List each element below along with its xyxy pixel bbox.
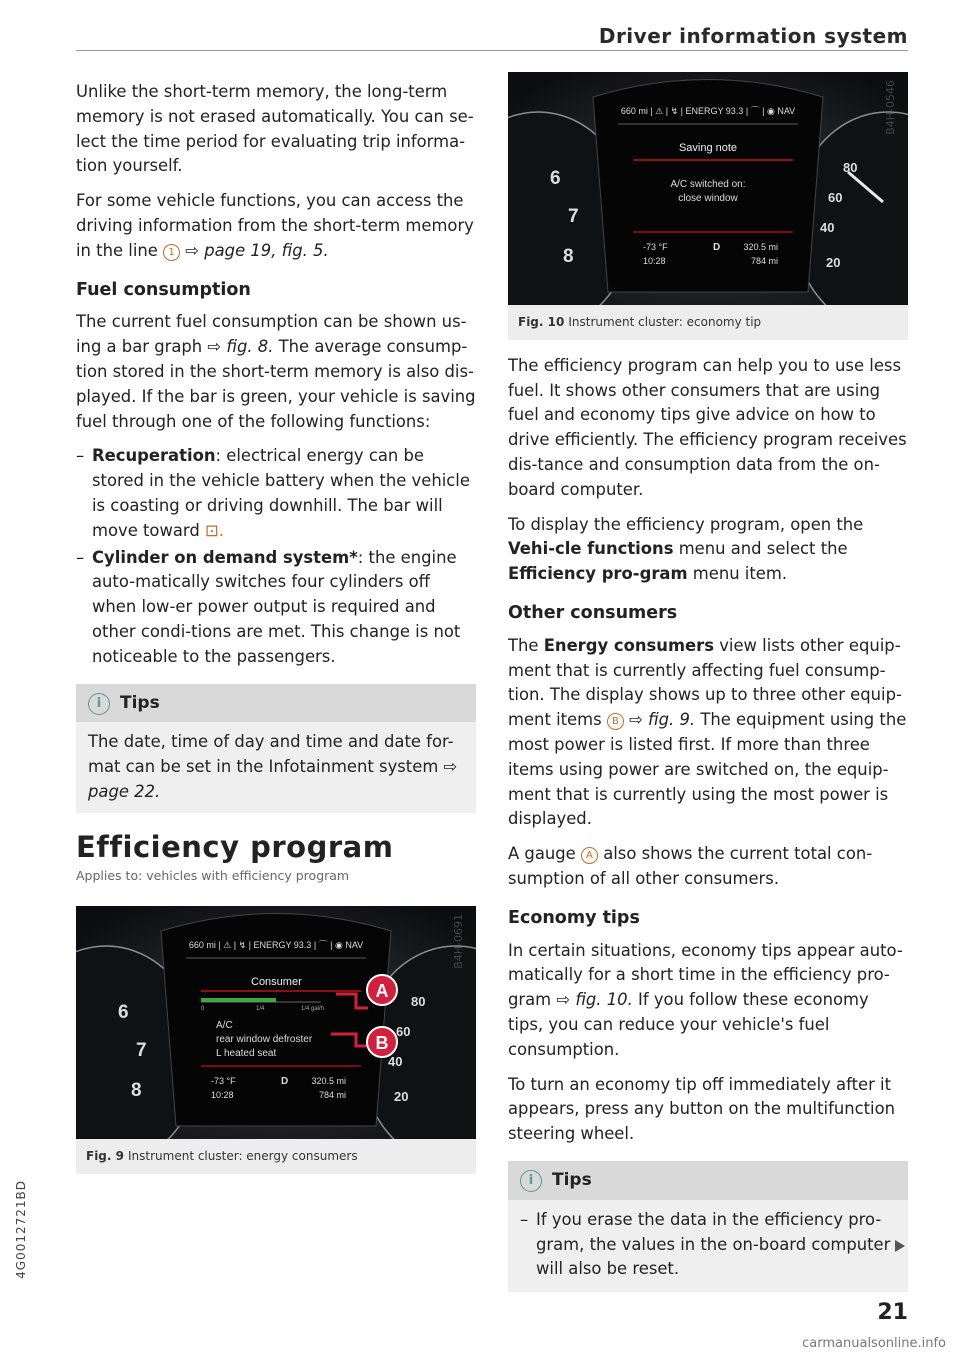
paragraph-other-consumers: The Energy consumers view lists other equip-ment that is currently affecting fuel consump-tion. The display shows up to three other equip-ment items B ⇨ fig. 9. The equipment using the most power is listed first. If more than three items using power are switched on, the equip-ment that is currently using the most power is displayed. bbox=[508, 635, 907, 829]
tips-box-erase-data bbox=[508, 1161, 908, 1292]
dial-label: 80 bbox=[843, 160, 858, 175]
dial-label: 8 bbox=[131, 1080, 142, 1102]
paragraph-gauge: A gauge A also shows the current total con-sumption of all other consumers. bbox=[508, 844, 873, 888]
tips-list bbox=[520, 1208, 896, 1282]
recuperation-icon: ⊡. bbox=[204, 520, 224, 540]
callout-1-marker: 1 bbox=[163, 244, 180, 261]
info-icon: i bbox=[88, 693, 110, 715]
heading-other-consumers: Other consumers bbox=[508, 602, 678, 623]
instrument-cluster-economy-tip-image bbox=[508, 72, 908, 305]
fuel-saving-functions-list bbox=[76, 444, 476, 669]
figure-10 bbox=[508, 72, 908, 340]
paragraph-fuel-consumption: The current fuel consumption can be shown us-ing a bar graph ⇨ fig. 8. The average consump-tion stored in the short-term memory is also dis-played. If the bar is green, your vehicle is saving fuel through one of the following functions: bbox=[76, 312, 476, 431]
dial-label: 60 bbox=[396, 1024, 411, 1040]
gear-indicator: D bbox=[281, 1076, 289, 1088]
page-reference-link[interactable]: ⇨ page 19, fig. 5. bbox=[185, 240, 329, 260]
odometer: 784 mi bbox=[318, 1090, 346, 1101]
paragraph-long-term-memory: Unlike the short-term memory, the long-term memory is not erased automatically. You can se-lect the time period for evaluating trip informa-tion yourself. bbox=[76, 82, 474, 176]
left-column bbox=[76, 80, 476, 1174]
watermark: carmanualsonline.info bbox=[802, 1336, 946, 1351]
cluster-top-bar: 660 mi | ⚠ | ↯ | ENERGY 93.3 | ⌒ | ◉ NAV bbox=[620, 106, 796, 116]
heading-economy-tips: Economy tips bbox=[508, 907, 640, 928]
scale-label: 0 bbox=[201, 1006, 205, 1013]
dial-label: 40 bbox=[388, 1054, 403, 1070]
scale-label: 1/4 gal/h bbox=[301, 1006, 325, 1013]
scale-label: 1/4 bbox=[256, 1006, 265, 1013]
figure-9-caption: Fig. 9 Instrument cluster: energy consumers bbox=[76, 1139, 476, 1174]
clock-time: 10:28 bbox=[211, 1090, 234, 1101]
paragraph-short-term-access: For some vehicle functions, you can access the driving information from the short-term memory in the line 1 ⇨ page 19, fig. 5. bbox=[76, 191, 474, 260]
document-code: 4G0012721BD bbox=[14, 1180, 28, 1279]
paragraph-turn-off-tip: To turn an economy tip off immediately after it appears, press any button on the multifunction steering wheel. bbox=[508, 1074, 896, 1144]
tips-body: The date, time of day and time and date for-mat can be set in the Infotainment system ⇨ page 22. bbox=[88, 732, 458, 801]
paragraph-economy-tips: In certain situations, economy tips appear auto-matically for a short time in the efficiency pro-gram ⇨ fig. 10. If you follow these economy tips, you can reduce your vehicle's fuel consumption. bbox=[508, 940, 903, 1059]
dial-label: 7 bbox=[568, 206, 579, 227]
consumer-item: rear window defroster bbox=[216, 1034, 313, 1046]
gear-indicator: D bbox=[713, 242, 721, 253]
consumption-bar bbox=[201, 998, 276, 1002]
outside-temperature: -73 °F bbox=[643, 242, 668, 252]
dial-label: 20 bbox=[394, 1089, 409, 1105]
callout-a-label: A bbox=[375, 981, 389, 1002]
consumer-item: A/C bbox=[216, 1020, 233, 1032]
info-icon: i bbox=[520, 1170, 542, 1192]
heading-fuel-consumption: Fuel consumption bbox=[76, 279, 251, 300]
fig-10-reference-link[interactable]: ⇨ fig. 10. bbox=[556, 990, 633, 1010]
list-item: – If you erase the data in the efficiency pro-gram, the values in the on-board computer will also be reset. bbox=[520, 1208, 896, 1282]
paragraph-efficiency-intro: The efficiency program can help you to use less fuel. It shows other consumers that are using fuel and economy tips give advice on how to drive efficiently. The efficiency program receives dis-tance and consumption data from the on-board computer. bbox=[508, 355, 907, 499]
figure-9 bbox=[76, 906, 476, 1174]
dial-label: 6 bbox=[118, 1002, 129, 1024]
callout-a-marker: A bbox=[581, 847, 598, 864]
economy-tip-line-1: A/C switched on: bbox=[670, 179, 746, 190]
page-22-reference-link[interactable]: ⇨ page 22. bbox=[88, 757, 458, 801]
figure-code: B4H-0691 bbox=[452, 914, 466, 970]
dial-label: 60 bbox=[828, 190, 843, 205]
heading-efficiency-program: Efficiency program bbox=[76, 829, 394, 864]
dial-label: 20 bbox=[826, 255, 841, 270]
trip-distance: 320.5 mi bbox=[743, 242, 778, 252]
dial-label: 80 bbox=[411, 994, 426, 1010]
fig-8-reference-link[interactable]: ⇨ fig. 8. bbox=[207, 337, 274, 357]
outside-temperature: -73 °F bbox=[211, 1076, 236, 1087]
callout-b-label: B bbox=[375, 1033, 389, 1054]
right-column bbox=[508, 72, 908, 1302]
instrument-cluster-energy-consumers-image bbox=[76, 906, 476, 1139]
trip-distance: 320.5 mi bbox=[311, 1076, 346, 1087]
paragraph-display-program: To display the efficiency program, open the Vehi-cle functions menu and select the Efficiency pro-gram menu item. bbox=[508, 514, 864, 584]
list-item-cylinder-on-demand: – Cylinder on demand system*: the engine auto-matically switches four cylinders off when low-er power output is required and other condi-tions are met. This change is not noticeable to the passengers. bbox=[76, 546, 476, 670]
header-rule bbox=[76, 50, 908, 51]
tips-header: i Tips bbox=[76, 684, 476, 723]
dial-label: 8 bbox=[563, 246, 574, 267]
odometer: 784 mi bbox=[750, 256, 778, 266]
dial-label: 40 bbox=[820, 220, 835, 235]
page-number: 21 bbox=[877, 1300, 908, 1325]
consumer-item: L heated seat bbox=[216, 1048, 277, 1060]
applies-to-note: Applies to: vehicles with efficiency program bbox=[76, 867, 350, 883]
running-header-title: Driver information system bbox=[598, 24, 908, 48]
continue-arrow-icon bbox=[895, 1240, 905, 1252]
tips-body bbox=[508, 1200, 908, 1292]
figure-10-caption: Fig. 10 Instrument cluster: economy tip bbox=[508, 305, 908, 340]
economy-tip-line-2: close window bbox=[678, 193, 738, 204]
cluster-top-bar: 660 mi | ⚠ | ↯ | ENERGY 93.3 | ⌒ | ◉ NAV bbox=[188, 940, 364, 951]
tips-header: i Tips bbox=[508, 1161, 908, 1200]
consumer-title: Consumer bbox=[251, 976, 302, 989]
dial-label: 6 bbox=[550, 168, 561, 189]
list-item-recuperation: – Recuperation: electrical energy can be stored in the vehicle battery when the vehicle is coasting or driving downhill. The bar will move toward ⊡. bbox=[76, 444, 476, 543]
saving-note-title: Saving note bbox=[678, 142, 738, 154]
fig-9-reference-link[interactable]: ⇨ fig. 9. bbox=[629, 710, 696, 730]
tips-box-date-time bbox=[76, 684, 476, 813]
callout-b-marker: B bbox=[607, 713, 624, 730]
figure-code: B4H-0546 bbox=[884, 80, 898, 135]
clock-time: 10:28 bbox=[643, 256, 666, 266]
dial-label: 7 bbox=[136, 1040, 147, 1062]
